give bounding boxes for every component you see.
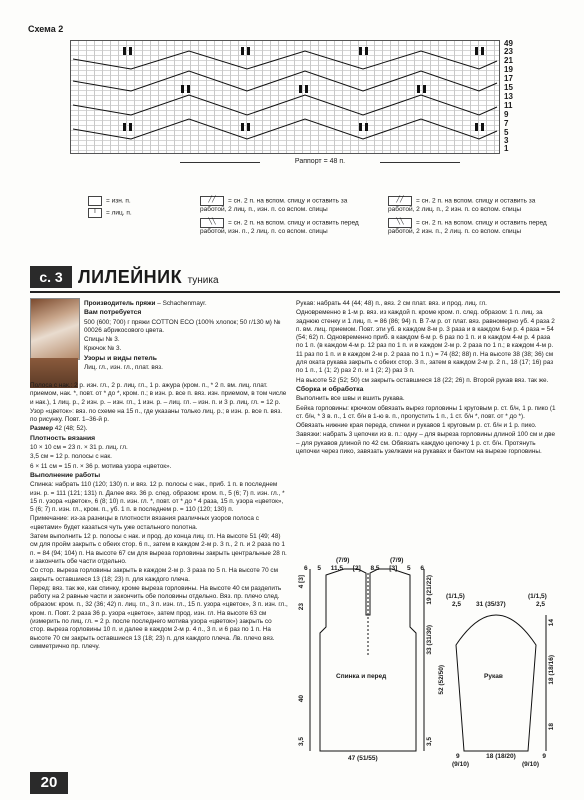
- legend-text: = сн. 2 п. на вспом. спицу и оставить перед работой, изн. п., 2 лиц. п. со вспом. спицы: [200, 219, 359, 235]
- chart-motifs: [71, 41, 499, 153]
- dim: 9: [456, 753, 460, 760]
- dim-top-right: (7/9): [390, 557, 404, 564]
- dim-mid-4: 3,5: [426, 737, 433, 747]
- section-divider: [30, 291, 560, 293]
- dim: 6: [420, 565, 424, 572]
- legend-cable-right-8: [388, 218, 558, 236]
- row-number: 9: [504, 110, 509, 119]
- work-paragraph: Со стор. выреза горловины закрыть в каждом 2-м р. 3 раза по 5 п. На высоте 70 см закрыть оставшиеся 13 (18; 23) п. для каждого плеча.: [30, 567, 279, 583]
- sleeve-top-right-2: 2,5: [536, 601, 546, 608]
- model-photo: [30, 298, 80, 360]
- dim: [2]: [352, 565, 361, 572]
- pattern-stitches: Лиц. гл., изн. гл., плат. вяз.: [84, 364, 163, 372]
- sleeve-bottom-row: [456, 753, 546, 760]
- dim: [3]: [389, 565, 398, 572]
- sleeve-bottom-sub-right: (9/10): [522, 761, 539, 768]
- legend-text: = сн. 2 п. на вспом. спицу и оставить за работой, 2 лиц. п., 2 изн. п. со вспом. спицы: [388, 197, 536, 213]
- knit-symbol-icon: [88, 196, 102, 206]
- dim-top-row: [304, 565, 424, 572]
- size-line: [30, 425, 288, 433]
- dim: 5: [317, 565, 321, 572]
- legend-text: = сн. 2 п. на вспом. спицу и оставить за работой, 2 лиц. п., изн. п. со вспом. спицы: [200, 197, 348, 213]
- section-badge: с. 3: [30, 266, 72, 288]
- density-line: 6 × 11 см = 15 п. × 36 р. мотива узора «цветок».: [30, 462, 172, 470]
- row-number: 11: [504, 101, 513, 110]
- legend-purl: [88, 208, 132, 218]
- cable-left-symbol-icon: ╱╱: [200, 196, 224, 206]
- work-heading: Выполнение работы: [30, 471, 101, 479]
- dim: 18 (18/20): [486, 753, 516, 760]
- intro-label: Производитель пряжи: [84, 300, 156, 307]
- assembly-paragraph: Выполнить все швы и вшить рукава.: [296, 395, 405, 403]
- dim: 9: [542, 753, 546, 760]
- garment-schematic: [296, 555, 558, 770]
- dim: 11,5: [330, 565, 344, 572]
- sleeve-paragraph: Одновременно в 1-м р. вяз. из каждой п. кроме кром. п. след. образом: 1 п. лиц. за заднюю стенку и 1 лиц. п. = 86 (86; 94) п. В 7-м р. от плат. вяз. равномерно уб. 4 раза 2 п. вм. лиц. приемом. Повт. эти уб. в каждом 8-м р. 3 раза и в каждом 6-м р. 4 раза = 54 (54; 62) п. Одновременно приб. в каждом 6-м р. 6 раз по 1 п. и в каждом 4-м р. 4 раза по 1 п. (в каждом 4-м р. 12 раз по 1 п. и в каждом 2-м р. 2 раза по 1 п.; в каждом 4-м р. 11 раз по 1 п. и в каждом 2-м р. 2 раза по 1 п.) = 74 (82; 88) п. На высоте 38 (38; 36) см для оката рукава закрыть с обеих стор. 3 п., затем в каждом 2-м р. 2 п., 18 (17; 16) раз по 1 п., 1 (1; 2) раз 2 п. и 1 (2; 2) раз 3 п.: [296, 309, 555, 375]
- legend-purl-text: = лиц. п.: [106, 209, 132, 217]
- right-column: [296, 300, 558, 457]
- sleeve-paragraph: На высоте 52 (52; 50) см закрыть оставшиеся 18 (22; 26) п. Второй рукав вяз. так же.: [296, 376, 549, 384]
- cable-right-wide-symbol-icon: ╲╲: [388, 218, 412, 228]
- intro-needles: Спицы № 3.: [84, 336, 120, 344]
- sleeve-vert-1: 14: [548, 619, 555, 627]
- sleeve-top-mid: 31 (35/37): [476, 601, 506, 608]
- sleeve-bottom-sub-left: (9/10): [452, 761, 469, 768]
- intro-yarn: 500 (600; 700) г пряжи COTTON ECO (100% хлопок; 50 г/130 м) № 00026 абрикосового цвета.: [84, 318, 281, 334]
- section-subtitle: туника: [187, 275, 219, 286]
- row-number: 49: [504, 39, 513, 48]
- cable-right-symbol-icon: ╲╲: [200, 218, 224, 228]
- dim-left-2: 23: [298, 603, 305, 611]
- density-line: 3,5 см = 12 р. полосы с нак.: [30, 453, 112, 461]
- purl-symbol-icon: I: [88, 208, 102, 218]
- row-number: 19: [504, 65, 513, 74]
- page-number: 20: [30, 772, 68, 794]
- sleeve-vert-3: 18: [548, 723, 555, 731]
- rapport-label: [180, 158, 460, 165]
- intro-line: [84, 300, 284, 308]
- chart-title: Схема 2: [28, 24, 64, 34]
- dim-left-1: 4 [3]: [298, 575, 305, 589]
- rapport-text: Раппорт = 48 п.: [294, 158, 346, 165]
- sleeve-vert-2: 18 (18/16): [548, 655, 555, 685]
- dim: 8,5: [370, 565, 380, 572]
- intro-hook: Крючок № 3.: [84, 345, 122, 353]
- pattern-stripe: Полоса с нак.: 2 р. изн. гл., 2 р. лиц. гл., 1 р. ажура (кром. п., * 2 п. вм. лиц. плат. приемом, нак. *, повт. от * до *, кром. п.; в изн. р. все п. вяз. изн. приемом, в том числе и нак.), 1 лиц. р., 2 изн. р. – изн. гл., 1 изн. р. – лиц. гл. – изн. п. и 3 р. лиц. гл. = 12 р.: [30, 382, 287, 406]
- assembly-paragraph: Бейка горловины: крючком обвязать вырез горловины 1 круговым р. ст. б/н, 1 р. пико (1 ст. б/н, * 3 в. п., 1 ст. б/н в 1-ю в. п., пропустить 1 п., 1 ст. б/н *, повт. от * до *).: [296, 404, 556, 420]
- knitting-chart-grid: [70, 40, 500, 154]
- section-title: [78, 266, 219, 292]
- row-number: 7: [504, 119, 509, 128]
- dim-mid-2: 33 (31/30): [426, 625, 433, 655]
- size-heading: Размер: [30, 425, 54, 433]
- work-paragraph: Перед: вяз. так же, как спинку, кроме выреза горловины. На высоте 40 см разделить работу на 2 равные части и закончить обе половины отдельно. Вяз. пр. плечо след. образом: кром. п., 32 (36; 42) п. лиц. гл., 3 п. изн. гл., 15 п. узора «цветок», 3 п. изн. гл., кром. п. Повт. 2 раза 36 р. узора «цветок», затем прод. изн. гл. На высоте 63 см (измерить по лиц. гл. = 2 р. после последнего мотива узора «цветок») закрыть со стор. выреза горловины 10 п. и далее в каждом 2-м р. 4 п., 3 п. и 6 раз по 1 п. На высоте 70 см закрыть оставшиеся 13 (18; 23) п. для каждого плеча. Лв. плечо вяз. симметрично пр. плечу.: [30, 584, 288, 650]
- legend-cable-left-6: [200, 196, 360, 214]
- row-number: 5: [504, 128, 509, 137]
- sleeve-label: Рукав: [484, 673, 503, 680]
- section-title-text: ЛИЛЕЙНИК: [78, 267, 183, 287]
- dim-mid-1: 19 (21/22): [426, 575, 433, 605]
- row-number: 21: [504, 56, 513, 65]
- sleeve-top-left: (1/1,5): [446, 593, 465, 600]
- row-number: 3: [504, 136, 509, 145]
- row-number: 15: [504, 83, 513, 92]
- dim-top-left: (7/9): [336, 557, 350, 564]
- density-line: 10 × 10 см = 23 п. × 31 р. лиц. гл.: [30, 444, 128, 452]
- legend-knit: [88, 196, 131, 206]
- dim: 5: [407, 565, 411, 572]
- intro-block: [84, 300, 284, 373]
- body-label: Спинка и перед: [336, 673, 387, 680]
- assembly-paragraph: Обвязать нижние края переда, спинки и рукавов 1 круговым р. ст. б/н и 1 р. пико.: [296, 422, 537, 430]
- legend-cable-right-6: [200, 218, 360, 236]
- dim-body-bottom: 47 (51/55): [348, 755, 378, 762]
- rapport-line-right: [380, 162, 460, 163]
- sleeve-top-left-2: 2,5: [452, 601, 462, 608]
- row-number: 1: [504, 144, 509, 153]
- rapport-line-left: [180, 162, 260, 163]
- assembly-paragraph: Завязки: набрать 3 цепочки из в. п.: одну – для выреза горловины длиной 100 см и две – для рукавов длиной по 42 см. Обвязать каждую цепочку 1 р. ст. б/н. Протянуть цепочки через пико, завязать узелками на рукавах и бантом на вырезе горловины.: [296, 431, 556, 456]
- row-number: 17: [504, 74, 513, 83]
- legend-cable-left-8: [388, 196, 558, 214]
- work-paragraph: Спинка: набрать 110 (120; 130) п. и вяз. 12 р. полосы с нак., приб. 1 п. в последнем изн. р. = 111 (121; 131) п. Далее вяз. 36 р. след. образом: кром. п., 5 (6; 7) п. изн. гл., * 15 п. узора «цветок», 6 (8; 10) п. изн. гл. *, повт. от * до * 4 раза, 15 п. узора «цветок», 5 (6; 7) п. изн. гл., кром. п., уб. 1 п. в последнем р. = 110 (120; 130) п.: [30, 481, 285, 514]
- dim-left-4: 3,5: [298, 737, 305, 747]
- legend-knit-text: = изн. п.: [106, 197, 131, 205]
- legend-text: = сн. 2 п. на вспом. спицу и оставить перед работой, 2 изн. п., 2 лиц. п. со вспом. спицы: [388, 219, 547, 235]
- sleeve-top-right: (1/1,5): [528, 593, 547, 600]
- size-value: 42 (48; 52).: [53, 425, 88, 433]
- dim-mid-3: 52 (52/50): [438, 665, 445, 695]
- work-paragraph: Затем выполнить 12 р. полосы с нак. и прод. до конца лиц. гл. На высоте 51 (49; 48) см для пройм закрыть с обеих стор. 6 п., затем в каждом 2-м р. 3 п., 2 п. и 2 раза по 1 п. = 84 (94; 104) п. На высоте 67 см для выреза горловины закрыть центральные 28 п. и закончить обе части отдельно.: [30, 533, 287, 565]
- intro-value: – Schachenmayr.: [155, 300, 207, 307]
- row-number: 23: [504, 47, 513, 56]
- pattern-flower: Узор «цветок»: вяз. по схеме на 15 п., где указаны только лиц. р.; в изн. р. все п. вяз. по рисунку. Повт. 1–36-й р.: [30, 407, 283, 424]
- intro-patterns-heading: Узоры и виды петель: [84, 354, 157, 362]
- density-heading: Плотность вязания: [30, 434, 96, 442]
- work-paragraph: Примечание: из-за разницы в плотности вязания различных узоров полоса с «цветами» будет казаться чуть уже остального полотна.: [30, 515, 259, 531]
- assembly-heading: Сборка и обработка: [296, 385, 364, 393]
- sleeve-paragraph: Рукав: набрать 44 (44; 48) п., вяз. 2 см плат. вяз. и прод. лиц. гл.: [296, 300, 487, 307]
- dim: 6: [304, 565, 308, 572]
- row-number: 13: [504, 92, 513, 101]
- cable-left-wide-symbol-icon: ╱╱: [388, 196, 412, 206]
- dim-left-3: 40: [298, 695, 305, 703]
- intro-heading: Вам потребуется: [84, 309, 142, 317]
- left-column: [30, 382, 288, 652]
